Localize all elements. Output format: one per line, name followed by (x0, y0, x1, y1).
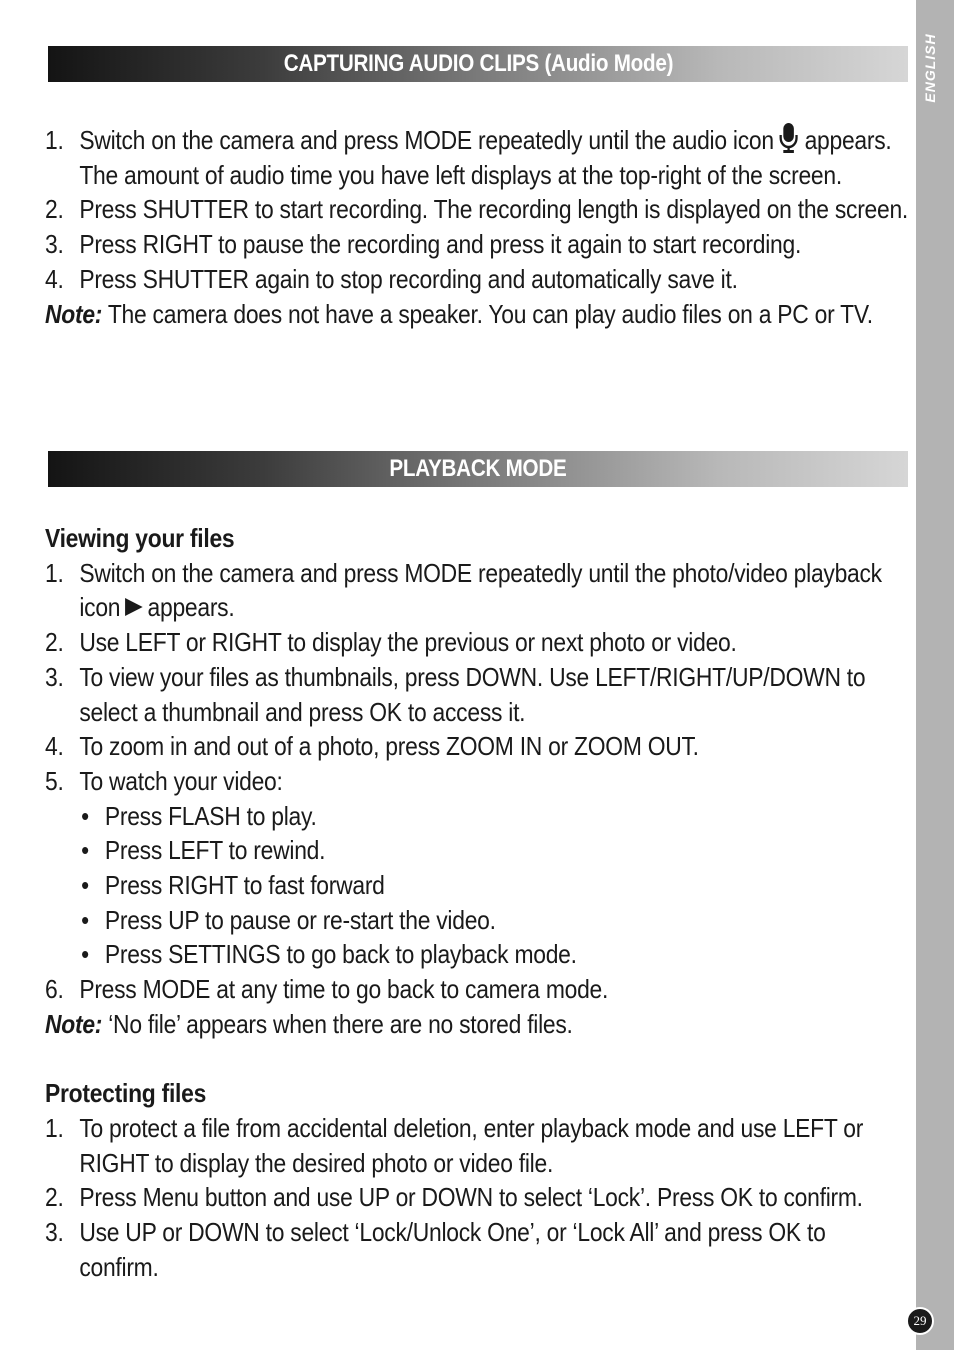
list-item: 6. Press MODE at any time to go back to camera mode. (45, 974, 609, 1005)
protecting-steps-list (45, 1111, 910, 1285)
playback-section-title: PLAYBACK MODE (389, 455, 567, 482)
audio-section-body (45, 123, 910, 331)
list-item: 3. To view your files as thumbnails, press DOWN. Use LEFT/RIGHT/UP/DOWN to select a thumbnail and press OK to access it. (45, 661, 866, 727)
list-item: 3. Use UP or DOWN to select ‘Lock/Unlock One’, or ‘Lock All’ and press OK to confirm. (45, 1217, 826, 1282)
list-item: 3. Press RIGHT to pause the recording and press it again to start recording. (45, 229, 802, 260)
list-item: 2. Press SHUTTER to start recording. The recording length is displayed on the screen. (45, 194, 909, 225)
language-tab-label: ENGLISH (922, 33, 938, 103)
list-item: 2. Use LEFT or RIGHT to display the previous or next photo or video. (45, 627, 737, 658)
audio-steps-list (45, 123, 910, 297)
bullet-item: • Press SETTINGS to go back to playback mode. (81, 939, 577, 970)
playback-section-body (45, 521, 910, 1284)
bullet-item: • Press UP to pause or re-start the video. (81, 904, 496, 935)
list-item: 5. To watch your video: (45, 765, 283, 796)
list-item: 1. Switch on the camera and press MODE repeatedly until the photo/video playback icon appears. (45, 557, 882, 623)
viewing-steps-list (45, 556, 910, 799)
microphone-icon (779, 123, 798, 153)
list-item: 2. Press Menu button and use UP or DOWN to select ‘Lock’. Press OK to confirm. (45, 1182, 863, 1213)
protecting-files-heading: Protecting files (45, 1078, 207, 1109)
play-icon (125, 598, 143, 616)
video-controls-list (45, 799, 910, 973)
list-item: 1. To protect a file from accidental deletion, enter playback mode and use LEFT or RIGHT to display the desired photo or video file. (45, 1112, 864, 1178)
list-item: 1. Switch on the camera and press MODE repeatedly until the audio icon appears. The amount of audio time you have left displays at the top-right of the screen. (45, 125, 892, 190)
list-item: 4. Press SHUTTER again to stop recording and automatically save it. (45, 263, 738, 294)
bullet-item: • Press RIGHT to fast forward (81, 870, 385, 901)
audio-section-title: CAPTURING AUDIO CLIPS (Audio Mode) (283, 50, 673, 77)
audio-note: Note: The camera does not have a speaker. You can play audio files on a PC or TV. (45, 298, 873, 329)
playback-note: Note: ‘No file’ appears when there are no stored files. (45, 1008, 573, 1039)
viewing-files-heading: Viewing your files (45, 523, 235, 553)
bullet-item: • Press LEFT to rewind. (81, 835, 326, 866)
page-number: 29 (906, 1307, 934, 1335)
list-item: 4. To zoom in and out of a photo, press ZOOM IN or ZOOM OUT. (45, 731, 699, 762)
language-sidebar (916, 0, 954, 1350)
audio-section-header (48, 46, 908, 82)
viewing-steps-list-continued (45, 972, 910, 1007)
bullet-item: • Press FLASH to play. (81, 800, 317, 831)
playback-section-header (48, 451, 908, 487)
